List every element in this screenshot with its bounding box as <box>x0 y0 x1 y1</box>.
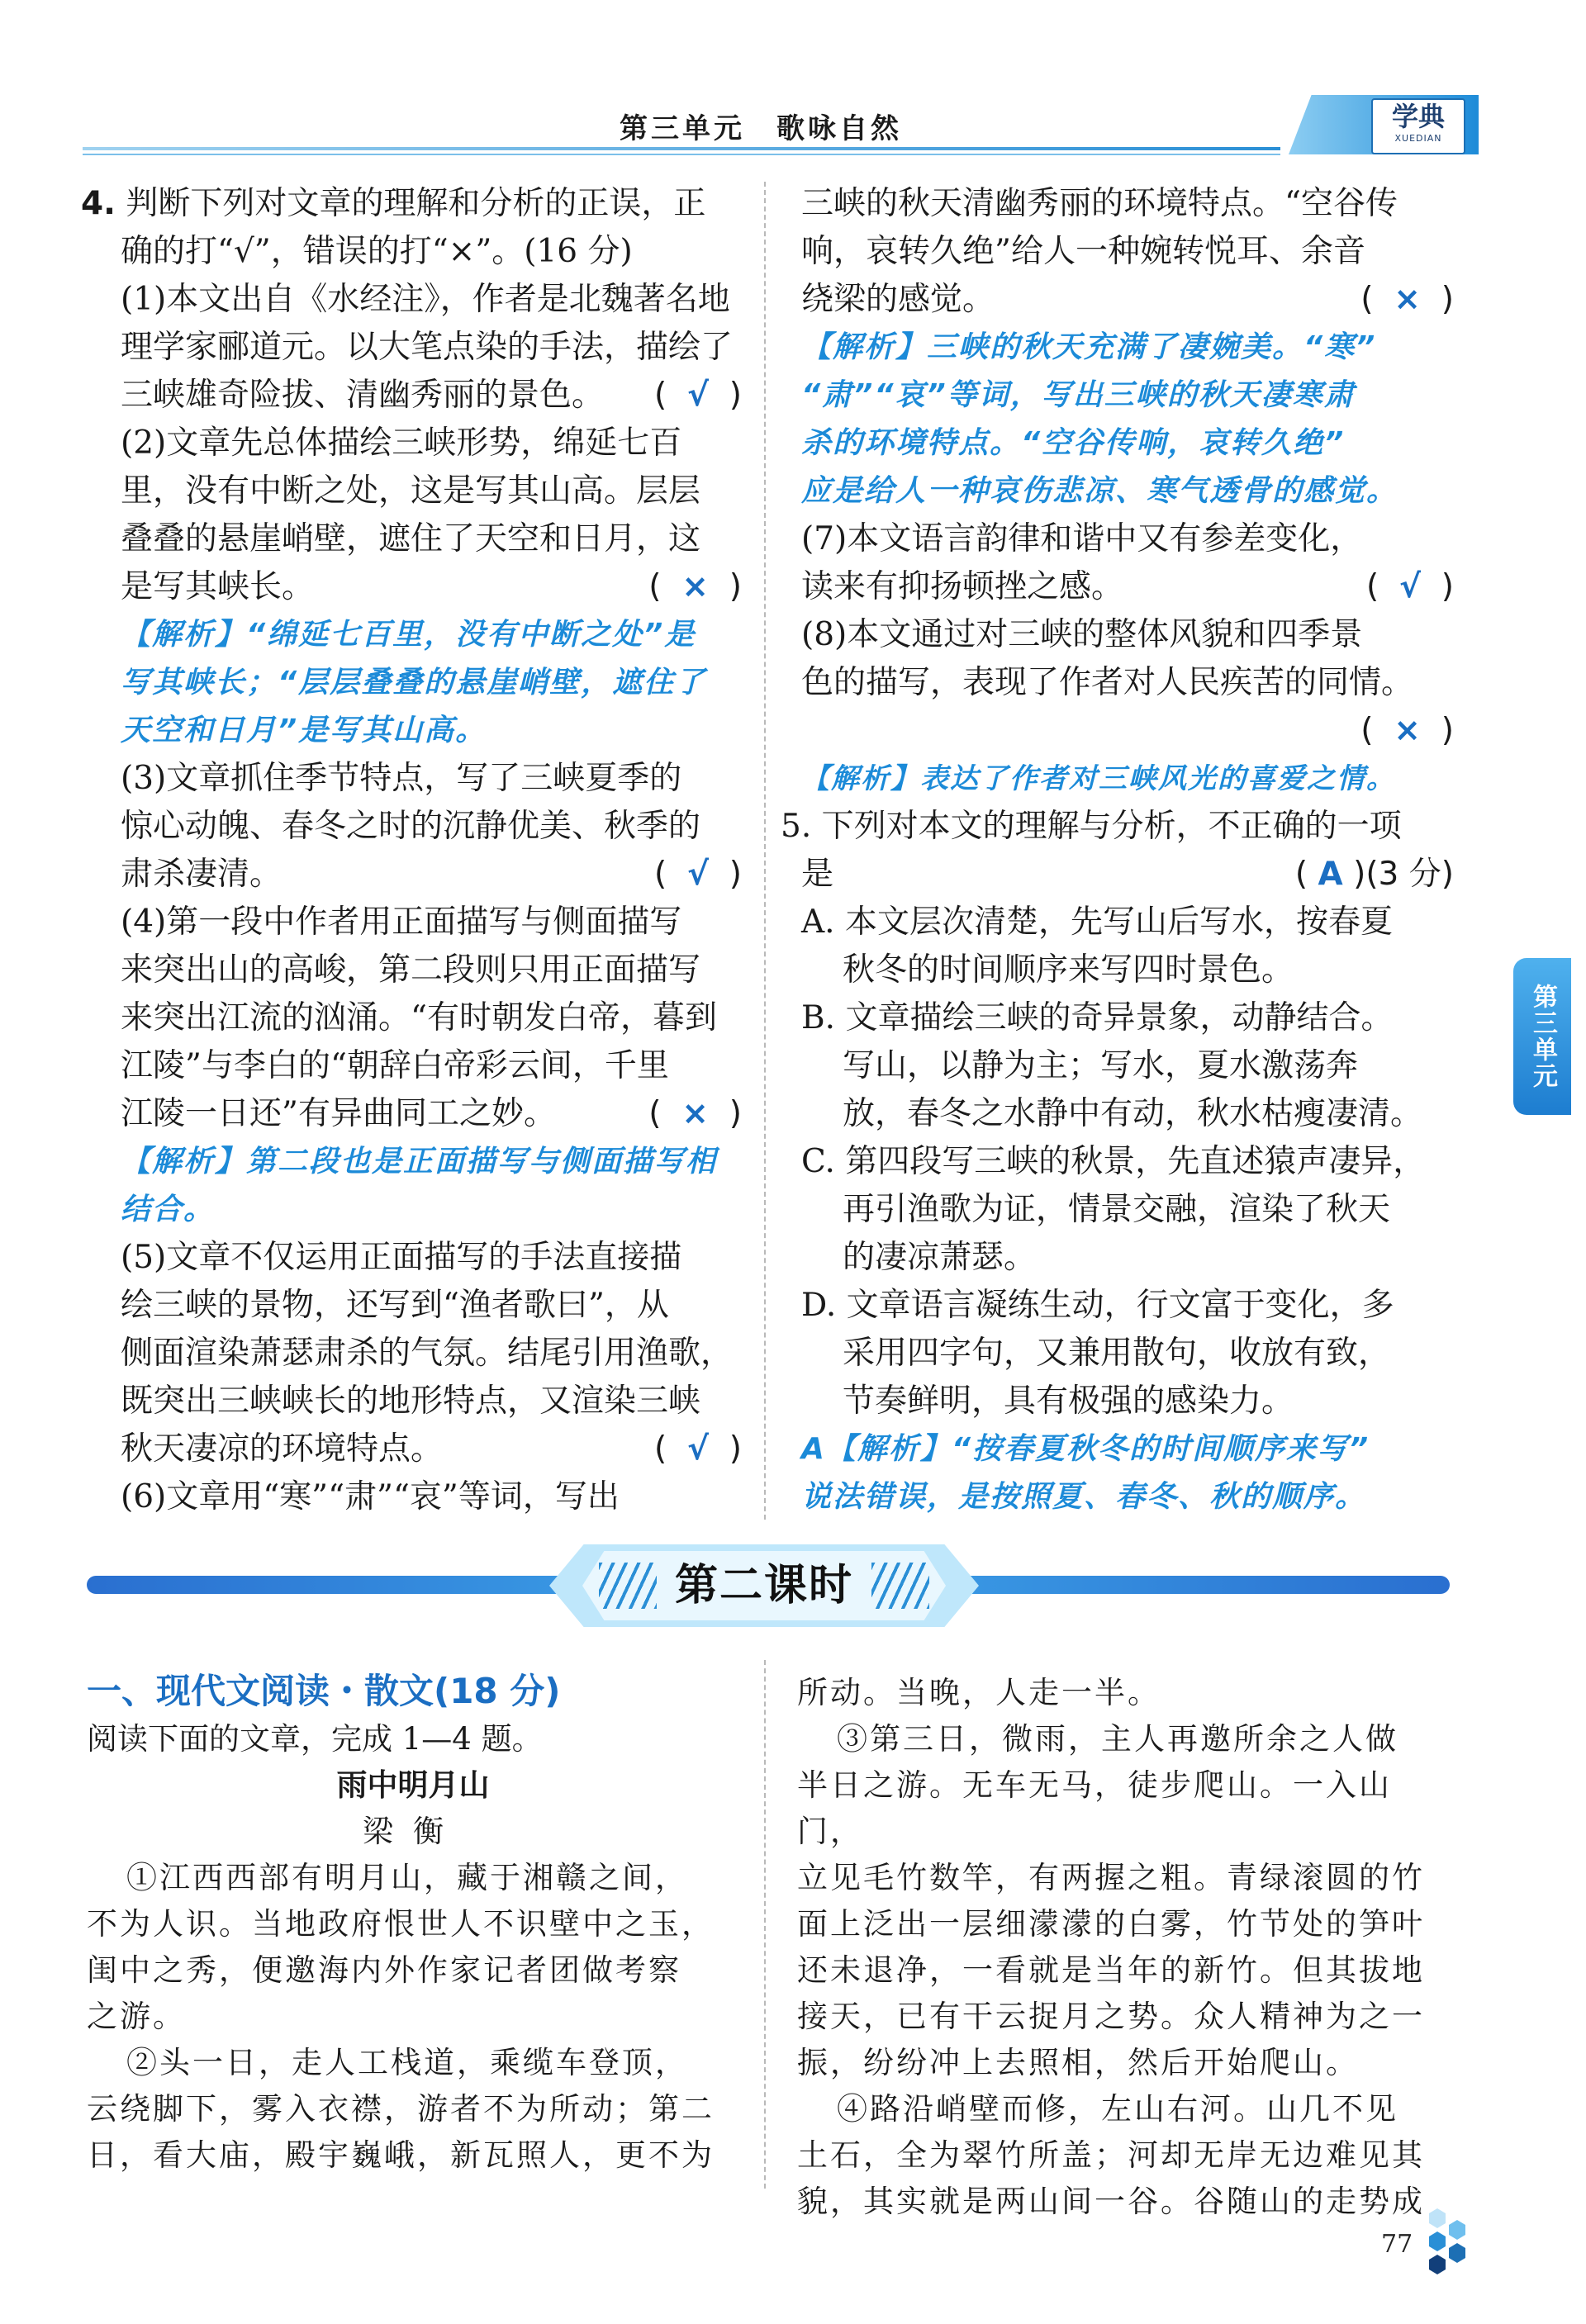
q4-item6-line4: 绕梁的感觉。 <box>801 281 995 318</box>
q4-item2-answer: ( × ) <box>648 568 742 605</box>
q4-item3-line3: 肃杀凄清。 <box>121 856 283 893</box>
unit-title: 第三单元 歌咏自然 <box>620 112 902 145</box>
q4-item4-line1: (4)第一段中作者用正面描写与侧面描写 <box>121 904 682 941</box>
q4-item1-answer: ( √ ) <box>653 377 742 414</box>
q5-option-d-l2: 采用四字句，又兼用散句，收放有致， <box>843 1335 1391 1372</box>
q5-option-a-l1: A. 本文层次清楚，先写山后写水，按春夏 <box>801 904 1393 941</box>
q4-stem-visible: 判断下列对文章的理解和分析的正误，正 <box>115 185 706 222</box>
q5-answer-open: ( <box>1294 856 1318 893</box>
answer-mark: × <box>1394 712 1421 749</box>
q5-option-c-l2: 再引渔歌为证，情景交融，渲染了秋天 <box>843 1191 1391 1228</box>
q4-item4-line4: 江陵”与李白的“朝辞白帝彩云间，千里 <box>121 1047 669 1084</box>
q4-item6-line2: 三峡的秋天清幽秀丽的环境特点。“空谷传 <box>801 185 1398 222</box>
para4-line2: 土石，全为翠竹所盖；河却无岸无边难见其 <box>797 2137 1425 2173</box>
q4-item4-line3: 来突出江流的汹涌。“有时朝发白帝，暮到 <box>121 999 717 1036</box>
q4-stem-line2: 确的打“√”，错误的打“×”。(16 分) <box>121 233 633 270</box>
column-divider-bottom <box>764 1660 766 2189</box>
q4-item5-line2: 绘三峡的景物，还写到“渔者歌曰”，从 <box>121 1287 669 1324</box>
q4-item3-line2: 惊心动魄、春冬之时的沉静优美、秋季的 <box>121 808 701 845</box>
q4-item5-row <box>81 1425 742 1473</box>
instruction: 阅读下面的文章，完成 1—4 题。 <box>87 1721 543 1757</box>
q4-item6-line3: 响，哀转久绝”给人一种婉转悦耳、余音 <box>801 233 1365 270</box>
q5-option-c-l3: 的凄凉萧瑟。 <box>843 1239 1037 1276</box>
q4-item2-analysis-l2: 写其峡长；“层层叠叠的悬崖峭壁，遮住了 <box>121 666 707 700</box>
page-header <box>83 99 1446 149</box>
q5-answer-score: )(3 分) <box>1342 856 1454 893</box>
answer-mark: √ <box>686 377 709 414</box>
q4-item4-analysis-l1: 【解析】第二段也是正面描写与侧面描写相 <box>121 1145 718 1179</box>
q5-option-c-l1: C. 第四段写三峡的秋景，先直述猿声凄异， <box>801 1143 1426 1180</box>
publisher-logo <box>1289 95 1479 157</box>
para4-line1: ④路沿峭壁而修，左山右河。山几不见 <box>837 2091 1398 2127</box>
q5-option-b-l3: 放，春冬之水静中有动，秋水枯瘦凄清。 <box>843 1095 1423 1132</box>
q4-item1-line2: 理学家郦道元。以大笔点染的手法，描绘了 <box>121 329 734 366</box>
answer-mark: A <box>1318 856 1343 893</box>
logo-en-text: XUEDIAN <box>1394 133 1442 144</box>
q4-item8-line1: (8)本文通过对三峡的整体风貌和四季景 <box>801 616 1363 653</box>
q4-item7-line1: (7)本文语言韵律和谐中又有参差变化， <box>801 520 1363 557</box>
q5-analysis-l1: A【解析】“按春夏秋冬的时间顺序来写” <box>801 1432 1370 1466</box>
hexagon-decoration-icon <box>1413 2205 1479 2288</box>
answer-mark: √ <box>686 856 709 893</box>
answer-mark: √ <box>686 1430 709 1468</box>
column-divider-top <box>764 182 766 1520</box>
logo-box <box>1371 98 1465 154</box>
q4-item6-analysis-l4: 应是给人一种哀伤悲凉、寒气透骨的感觉。 <box>801 474 1398 508</box>
para1-line1: ①江西西部有明月山，藏于湘赣之间， <box>126 1860 688 1895</box>
q4-item6-row <box>801 276 1454 324</box>
section-heading: 一、现代文阅读・散文(18 分) <box>87 1671 561 1711</box>
q4-item1-line3: 三峡雄奇险拔、清幽秀丽的景色。 <box>121 377 605 414</box>
answer-mark: × <box>681 1095 709 1132</box>
para3-line5: 还未退净，一看就是当年的新竹。但其拔地 <box>797 1952 1425 1988</box>
article-author: 梁衡 <box>363 1814 463 1849</box>
q4-item1-row <box>81 372 742 420</box>
right-column <box>781 180 1454 1521</box>
q4-item2-analysis-l1: 【解析】“绵延七百里，没有中断之处”是 <box>121 618 696 652</box>
q4-item3-line1: (3)文章抓住季节特点，写了三峡夏季的 <box>121 760 682 797</box>
para3-line3: 立见毛竹数竿，有两握之粗。青绿滚圆的竹 <box>797 1860 1425 1895</box>
q5-analysis-l2: 说法错误，是按照夏、春冬、秋的顺序。 <box>801 1480 1367 1514</box>
q4-item7-row <box>801 563 1454 611</box>
article-left-column <box>87 1716 739 2179</box>
q5-option-d-l3: 节奏鲜明，具有极强的感染力。 <box>843 1383 1294 1420</box>
q5-option-d-l1: D. 文章语言凝练生动，行文富于变化，多 <box>801 1287 1394 1324</box>
q4-item4-row <box>81 1090 742 1138</box>
q4-item6-line1: (6)文章用“寒”“肃”“哀”等词，写出 <box>121 1478 620 1515</box>
answer-mark: × <box>681 568 709 605</box>
unit-side-tab: 第三单元 <box>1513 958 1571 1115</box>
q4-item6-analysis-l1: 【解析】三峡的秋天充满了凄婉美。“寒” <box>801 330 1377 364</box>
logo-cn-text: 学典 <box>1391 101 1445 132</box>
article-title: 雨中明月山 <box>336 1767 490 1803</box>
para3-line6: 接天，已有干云捉月之势。众人精神为之一 <box>797 1999 1425 2034</box>
q4-item8-line2: 色的描写，表现了作者对人民疾苦的同情。 <box>801 664 1414 701</box>
q4-item6-analysis-l3: 杀的环境特点。“空谷传响，哀转久绝” <box>801 426 1346 460</box>
q4-item5-line1: (5)文章不仅运用正面描写的手法直接描 <box>121 1239 682 1276</box>
q4-item6-analysis-l2: “肃”“哀”等词，写出三峡的秋天凄寒肃 <box>801 378 1356 412</box>
para1-line3: 闺中之秀，便邀海内外作家记者团做考察 <box>87 1952 681 1988</box>
q4-item8-answer: ( × ) <box>1360 712 1454 749</box>
q5-stem-row <box>801 851 1454 899</box>
answer-mark: √ <box>1398 568 1421 605</box>
q4-item4-answer: ( × ) <box>648 1095 742 1132</box>
left-column <box>81 180 742 1521</box>
q4-item4-analysis-l2: 结合。 <box>121 1193 216 1226</box>
q5-option-b-l2: 写山，以静为主；写水，夏水激荡奔 <box>843 1047 1359 1084</box>
header-rule-thin <box>83 154 1280 155</box>
q4-item5-line5: 秋天凄凉的环境特点。 <box>121 1430 444 1468</box>
page-number: 77 <box>1381 2230 1413 2259</box>
para2-line4: 所动。当晚，人走一半。 <box>797 1675 1161 1710</box>
q5-stem-line2: 是 <box>801 856 834 893</box>
q4-item8-row <box>801 707 1454 755</box>
q4-item7-answer: ( √ ) <box>1365 568 1454 605</box>
q4-item2-line4: 是写其峡长。 <box>121 568 315 605</box>
para2-line3: 日，看大庙，殿宇巍峨，新瓦照人，更不为 <box>87 2137 715 2173</box>
answer-mark: × <box>1394 281 1421 318</box>
q4-item2-line3: 叠叠的悬崖峭壁，遮住了天空和日月，这 <box>121 520 701 557</box>
q5-option-a-l2: 秋冬的时间顺序来写四时景色。 <box>843 951 1294 989</box>
q4-item8-analysis: 【解析】表达了作者对三峡风光的喜爱之情。 <box>801 762 1396 795</box>
q4-item5-line4: 既突出三峡峡长的地形特点，又渲染三峡 <box>121 1383 701 1420</box>
q4-item2-line2: 里，没有中断之处，这是写其山高。层层 <box>121 472 701 510</box>
q5-stem-line1: 5. 下列对本文的理解与分析，不正确的一项 <box>781 808 1402 845</box>
para3-line4: 面上泛出一层细濛濛的白雾，竹节处的笋叶 <box>797 1906 1425 1942</box>
q4-item7-line2: 读来有抑扬顿挫之感。 <box>801 568 1124 605</box>
para3-line7: 振，纷纷冲上去照相，然后开始爬山。 <box>797 2045 1359 2080</box>
q4-item5-answer: ( √ ) <box>653 1430 742 1468</box>
para4-line3: 貌，其实就是两山间一谷。谷随山的走势成 <box>797 2184 1425 2219</box>
q4-item4-line5: 江陵一日还”有异曲同工之妙。 <box>121 1095 556 1132</box>
para3-line2: 半日之游。无车无马，徒步爬山。一入山门， <box>797 1767 1392 1849</box>
q4-item4-line2: 来突出山的高峻，第二段则只用正面描写 <box>121 951 701 989</box>
q4-stem-line: 4. 判断下列对文章的理解和分析的正误，正 <box>81 185 706 222</box>
para2-line2: 云绕脚下，雾入衣襟，游者不为所动；第二 <box>87 2091 715 2127</box>
header-rule <box>83 147 1280 150</box>
para1-line4: 之游。 <box>87 1999 186 2034</box>
q4-item6-answer: ( × ) <box>1360 281 1454 318</box>
q5-answer <box>1295 851 1454 899</box>
q4-item3-row <box>81 851 742 899</box>
q4-item5-line3: 侧面渲染萧瑟肃杀的气氛。结尾引用渔歌， <box>121 1335 734 1372</box>
para3-line1: ③第三日，微雨，主人再邀所余之人做 <box>837 1721 1398 1757</box>
q4-item2-row <box>81 563 742 611</box>
para1-line2: 不为人识。当地政府恨世人不识壁中之玉， <box>87 1906 715 1942</box>
q4-item1-line1: (1)本文出自《水经注》，作者是北魏著名地 <box>121 281 730 318</box>
banner-title: 第二课时 <box>674 1561 853 1610</box>
para2-line1: ②头一日，走人工栈道，乘缆车登顶， <box>126 2045 688 2080</box>
q4-item3-answer: ( √ ) <box>653 856 742 893</box>
lesson-banner <box>87 1528 1450 1643</box>
q4-item2-line1: (2)文章先总体描绘三峡形势，绵延七百 <box>121 424 682 462</box>
q4-item2-analysis-l3: 天空和日月”是写其山高。 <box>121 714 487 747</box>
article-right-column <box>797 1670 1454 2225</box>
q5-option-b-l1: B. 文章描绘三峡的奇异景象，动静结合。 <box>801 999 1394 1036</box>
